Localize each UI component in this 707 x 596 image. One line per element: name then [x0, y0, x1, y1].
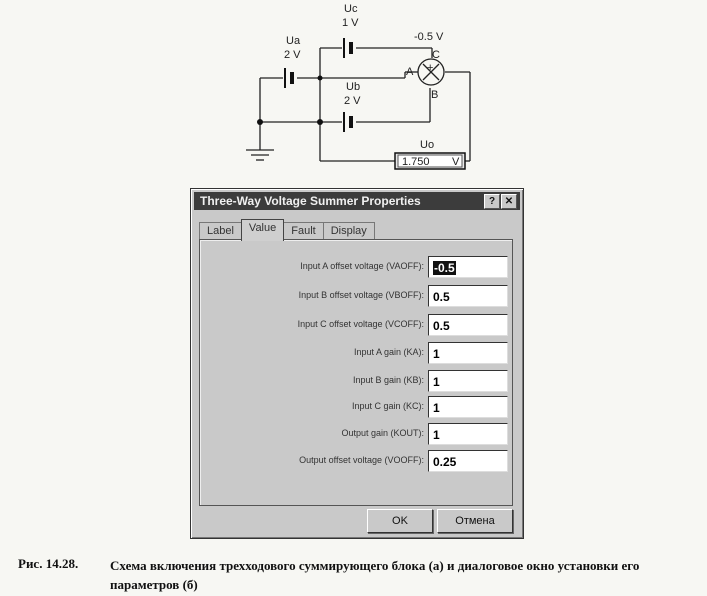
summer-output-value: -0.5 V — [414, 31, 444, 43]
ka-input[interactable]: 1 — [428, 342, 508, 364]
dialog-title: Three-Way Voltage Summer Properties — [200, 194, 421, 208]
field-label: Input A offset voltage (VAOFF): — [300, 261, 424, 271]
value-tab-panel — [199, 239, 513, 506]
ub-name: Ub — [346, 81, 361, 93]
ua-value: 2 V — [284, 49, 301, 61]
tab-strip — [199, 219, 374, 239]
tab-display[interactable]: Display — [323, 222, 375, 241]
vaoff-value: -0.5 — [434, 261, 455, 275]
tab-fault[interactable]: Fault — [283, 222, 323, 241]
help-icon[interactable]: ? — [484, 194, 500, 209]
uo-name: Uo — [420, 139, 435, 151]
uc-value: 1 V — [342, 17, 359, 29]
tab-value[interactable]: Value — [241, 219, 284, 241]
plus-sign: + — [427, 62, 434, 74]
field-label: Output gain (KOUT): — [341, 428, 424, 438]
field-label: Input C offset voltage (VCOFF): — [297, 319, 424, 329]
field-label: Input B offset voltage (VBOFF): — [298, 290, 424, 300]
kout-input[interactable]: 1 — [428, 423, 508, 445]
ua-name: Ua — [286, 35, 301, 47]
tab-label[interactable]: Label — [199, 222, 242, 241]
dialog-titlebar[interactable] — [194, 192, 520, 210]
circuit-diagram — [0, 0, 707, 185]
field-row — [200, 256, 512, 280]
kb-input[interactable]: 1 — [428, 370, 508, 392]
pin-a-label: A — [406, 66, 414, 78]
field-label: Input A gain (KA): — [353, 347, 424, 357]
field-row — [200, 342, 512, 366]
vooff-input[interactable]: 0.25 — [428, 450, 508, 472]
field-row — [200, 314, 512, 338]
figure-caption: Схема включения трехходового суммирующего блока (а) и диалоговое окно установки его параметров (б) — [110, 558, 640, 592]
cancel-button[interactable]: Отмена — [437, 509, 513, 533]
meter-value: 1.750 — [402, 156, 430, 168]
field-row — [200, 285, 512, 309]
field-row — [200, 450, 512, 474]
meter-unit: V — [452, 156, 460, 168]
uc-name: Uc — [344, 3, 358, 15]
ok-button[interactable]: OK — [367, 509, 433, 533]
figure-number: Рис. 14.28. — [18, 556, 79, 571]
vboff-input[interactable]: 0.5 — [428, 285, 508, 307]
field-label: Input B gain (KB): — [352, 375, 424, 385]
ub-value: 2 V — [344, 95, 361, 107]
vcoff-input[interactable]: 0.5 — [428, 314, 508, 336]
field-row — [200, 396, 512, 420]
pin-b-label: B — [431, 89, 439, 101]
field-label: Output offset voltage (VOOFF): — [299, 455, 424, 465]
vaoff-input[interactable] — [428, 256, 508, 278]
pin-c-label: C — [432, 49, 440, 61]
properties-dialog — [190, 188, 524, 539]
close-icon[interactable]: ✕ — [501, 194, 517, 209]
kc-input[interactable]: 1 — [428, 396, 508, 418]
field-row — [200, 370, 512, 394]
field-row — [200, 423, 512, 447]
field-label: Input C gain (KC): — [351, 401, 424, 411]
